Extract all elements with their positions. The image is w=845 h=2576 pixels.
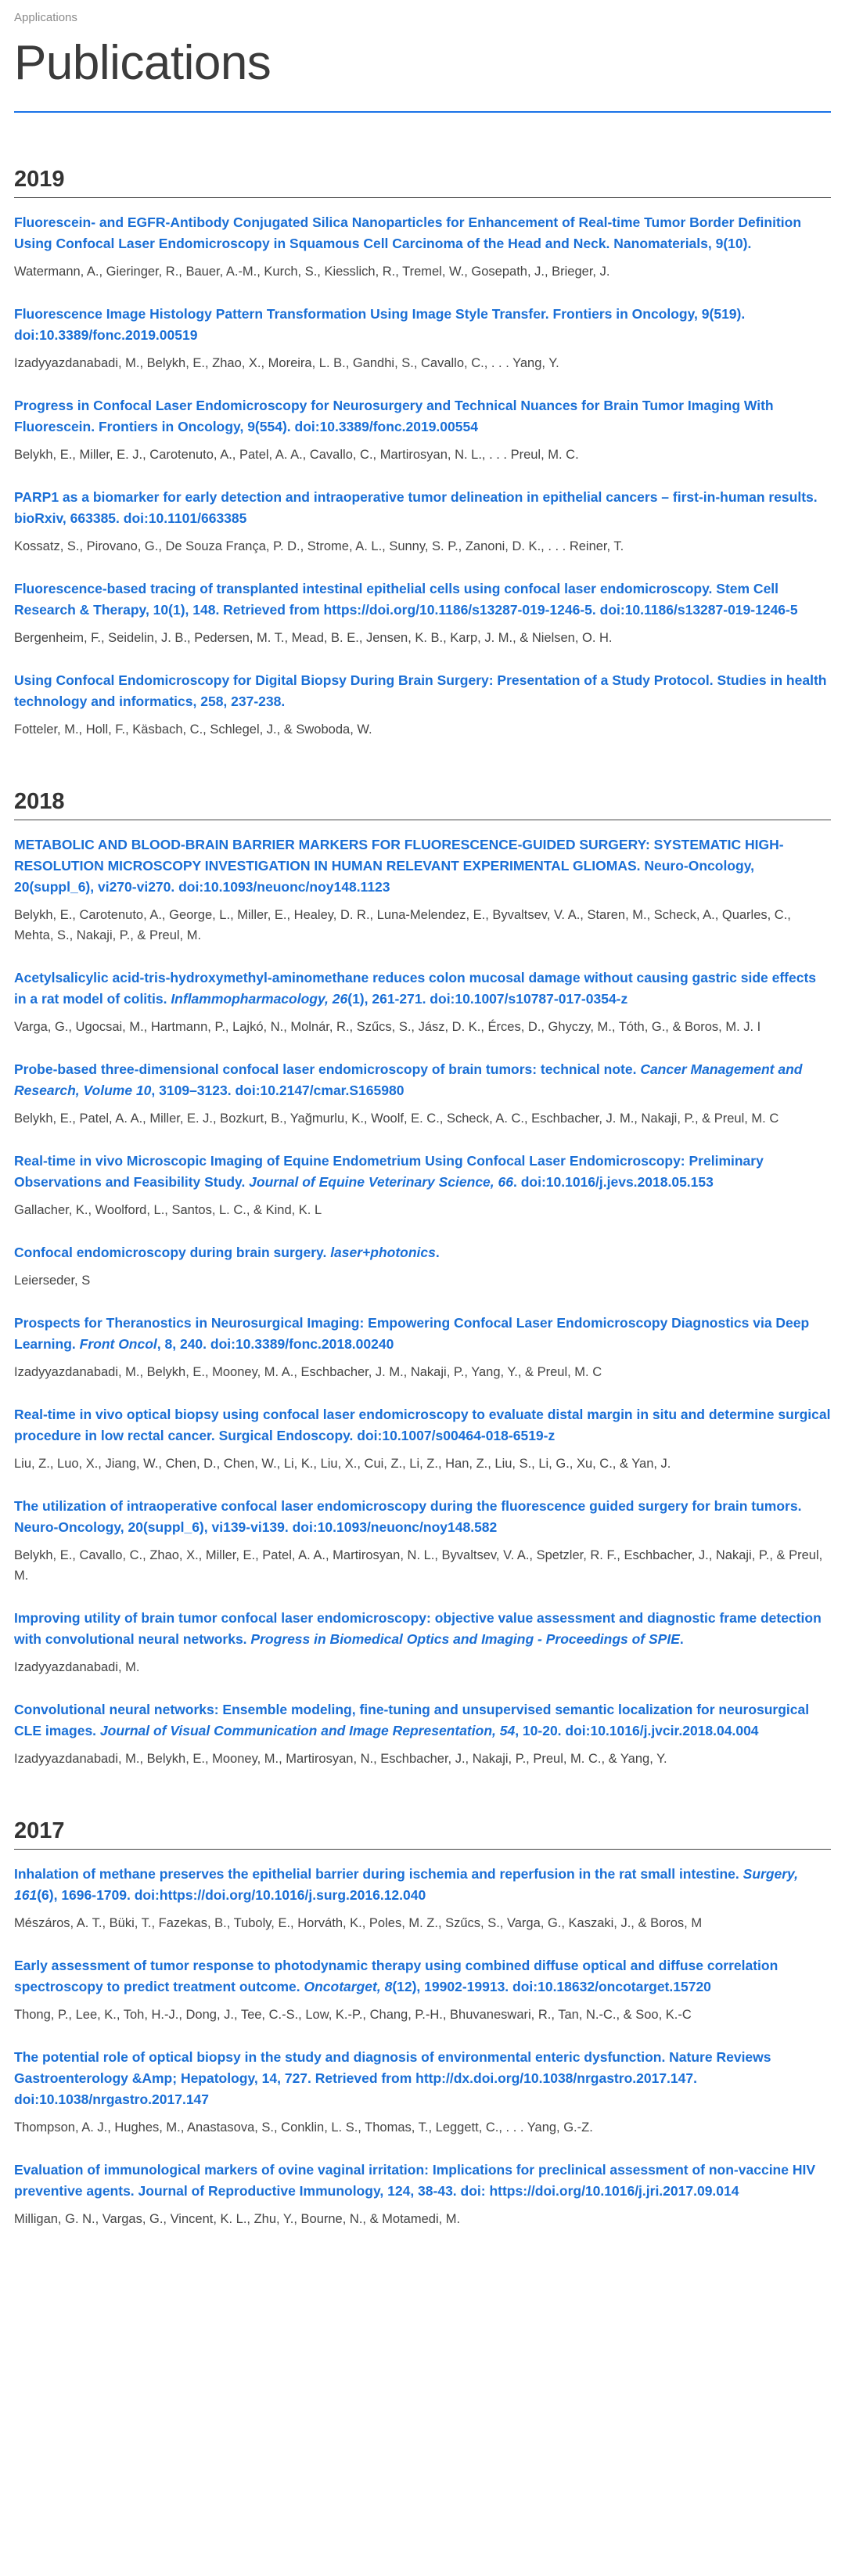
publication-list xyxy=(14,166,831,2229)
year-section-2018 xyxy=(14,788,831,1769)
title-text: , 10-20. doi:10.1016/j.jvcir.2018.04.004 xyxy=(515,1723,759,1738)
publication-title-link[interactable]: Fluorescence-based tracing of transplanted intestinal epithelial cells using confocal laser endomicroscopy. Stem Cell Research & Therapy, 10(1), 148. Retrieved from https://doi.org/10.1186/s13287-019-1246-5. doi:10.1186/s13287-019-1246-5 xyxy=(14,581,798,618)
publication-entry xyxy=(14,1496,831,1586)
publication-title-link[interactable]: Using Confocal Endomicroscopy for Digital Biopsy During Brain Surgery: Presentation of a Study Protocol. Studies in health technology and informatics, 258, 237-238. xyxy=(14,672,827,709)
publication-authors: Fotteler, M., Holl, F., Käsbach, C., Schlegel, J., & Swoboda, W. xyxy=(14,722,372,737)
publication-title-link[interactable] xyxy=(14,1313,831,1355)
publication-title-link[interactable]: Progress in Confocal Laser Endomicroscopy for Neurosurgery and Technical Nuances for Brain Tumor Imaging With Fluorescein. Frontiers in Oncology, 9(554). doi:10.3389/fonc.2019.00554 xyxy=(14,398,774,434)
year-section-2019 xyxy=(14,166,831,740)
publication-entry xyxy=(14,1404,831,1474)
publication-title-link[interactable] xyxy=(14,1151,831,1193)
publication-authors: Liu, Z., Luo, X., Jiang, W., Chen, D., Chen, W., Li, K., Liu, X., Cui, Z., Li, Z., Han, Z., Liu, S., Li, G., Xu, C., & Yan, J. xyxy=(14,1457,671,1471)
publication-entry xyxy=(14,395,831,465)
publication-authors: Thompson, A. J., Hughes, M., Anastasova, S., Conklin, L. S., Thomas, T., Leggett, C., . . . Yang, G.-Z. xyxy=(14,2120,593,2135)
title-text: Prospects for Theranostics in Neurosurgical Imaging: Empowering Confocal Laser Endomicroscopy Diagnostics via Deep Learning. xyxy=(14,1315,810,1352)
journal-name: Journal of Equine Veterinary Science, 66 xyxy=(249,1174,513,1190)
publication-entry xyxy=(14,1864,831,1933)
publication-authors: Bergenheim, F., Seidelin, J. B., Pedersen, M. T., Mead, B. E., Jensen, K. B., Karp, J. M., & Nielsen, O. H. xyxy=(14,631,613,645)
title-text: (1), 261-271. doi:10.1007/s10787-017-0354-z xyxy=(347,991,628,1007)
publication-entry xyxy=(14,670,831,740)
year-divider xyxy=(14,197,831,198)
publication-authors: Belykh, E., Miller, E. J., Carotenuto, A., Patel, A. A., Cavallo, C., Martirosyan, N. L., . . . Preul, M. C. xyxy=(14,448,579,462)
title-text: Inhalation of methane preserves the epithelial barrier during ischemia and reperfusion in the rat small intestine. xyxy=(14,1866,743,1882)
publication-title-link[interactable] xyxy=(14,967,831,1010)
year-section-2017 xyxy=(14,1818,831,2229)
publication-authors: Izadyyazdanabadi, M., Belykh, E., Zhao, X., Moreira, L. B., Gandhi, S., Cavallo, C., . . . Yang, Y. xyxy=(14,356,559,370)
publication-authors: Varga, G., Ugocsai, M., Hartmann, P., Lajkó, N., Molnár, R., Szűcs, S., Jász, D. K., Érces, D., Ghyczy, M., Tóth, G., & Boros, M. J. I xyxy=(14,1020,761,1034)
publication-entry xyxy=(14,212,831,282)
title-text: , 8, 240. doi:10.3389/fonc.2018.00240 xyxy=(156,1336,394,1352)
publication-authors: Belykh, E., Cavallo, C., Zhao, X., Miller, E., Patel, A. A., Martirosyan, N. L., Byvaltsev, V. A., Spetzler, R. F., Eschbacher, J., Nakaji, P., & Preul, M. xyxy=(14,1548,823,1583)
publication-authors: Mészáros, A. T., Büki, T., Fazekas, B., Tuboly, E., Horváth, K., Poles, M. Z., Szűcs, S., Varga, G., Kaszaki, J., & Boros, M xyxy=(14,1916,703,1930)
publication-title-link[interactable] xyxy=(14,1059,831,1101)
journal-name: Cancer Management and Research, Volume 10 xyxy=(14,1061,803,1098)
publication-title-link[interactable] xyxy=(14,1608,831,1650)
page-title: Publications xyxy=(14,36,271,90)
publication-entry xyxy=(14,1608,831,1677)
publication-title-link[interactable] xyxy=(14,1699,831,1742)
journal-name: Inflammopharmacology, 26 xyxy=(171,991,348,1007)
publication-authors: Milligan, G. N., Vargas, G., Vincent, K. L., Zhu, Y., Bourne, N., & Motamedi, M. xyxy=(14,2212,461,2226)
publication-title-link[interactable] xyxy=(14,1864,831,1906)
publication-title-link[interactable]: Fluorescence Image Histology Pattern Transformation Using Image Style Transfer. Frontiers in Oncology, 9(519). doi:10.3389/fonc.2019.00519 xyxy=(14,306,746,343)
title-text: Acetylsalicylic acid-tris-hydroxymethyl-aminomethane reduces colon mucosal damage without causing gastric side effects in a rat model of colitis. xyxy=(14,970,817,1007)
breadcrumb[interactable]: Applications xyxy=(14,11,77,24)
publication-entry xyxy=(14,834,831,946)
publication-authors: Watermann, A., Gieringer, R., Bauer, A.-M., Kurch, S., Kiesslich, R., Tremel, W., Gosepath, J., Brieger, J. xyxy=(14,265,610,279)
publication-title-link[interactable]: The utilization of intraoperative confocal laser endomicroscopy during the fluorescence guided surgery for brain tumors. Neuro-Oncology, 20(suppl_6), vi139-vi139. doi:10.1093/neuonc/noy148.582 xyxy=(14,1498,802,1535)
title-text: (6), 1696-1709. doi:https://doi.org/10.1016/j.surg.2016.12.040 xyxy=(37,1887,426,1903)
journal-name: Front Oncol xyxy=(79,1336,157,1352)
journal-name: Surgery, 161 xyxy=(14,1866,798,1903)
title-text: . doi:10.1016/j.jevs.2018.05.153 xyxy=(512,1174,714,1190)
journal-name: Progress in Biomedical Optics and Imaging - Proceedings of SPIE xyxy=(250,1631,680,1647)
year-heading: 2017 xyxy=(14,1818,65,1843)
title-text: , 3109–3123. doi:10.2147/cmar.S165980 xyxy=(151,1083,405,1098)
publication-entry xyxy=(14,578,831,648)
publication-title-link[interactable] xyxy=(14,1242,831,1263)
publication-title-link[interactable]: Evaluation of immunological markers of ovine vaginal irritation: Implications for preclinical assessment of non-vaccine HIV preventive agents. Journal of Reproductive Immunology, 124, 38-43. doi: https://doi.org/10.1016/j.jri.2017.09.014 xyxy=(14,2162,816,2199)
publication-title-link[interactable]: Fluorescein- and EGFR-Antibody Conjugated Silica Nanoparticles for Enhancement of Real-time Tumor Border Definition Using Confocal Laser Endomicroscopy in Squamous Cell Carcinoma of the Head and Neck. Nanomaterials, 9(10). xyxy=(14,214,802,251)
publication-entry xyxy=(14,304,831,373)
publication-entry xyxy=(14,1059,831,1129)
title-text: Early assessment of tumor response to photodynamic therapy using combined diffuse optical and diffuse correlation spectroscopy to predict treatment outcome. xyxy=(14,1958,778,1994)
title-text: Convolutional neural networks: Ensemble modeling, fine-tuning and unsupervised semantic localization for neurosurgical CLE images. xyxy=(14,1702,810,1738)
title-divider xyxy=(14,111,831,113)
publication-title-link[interactable]: METABOLIC AND BLOOD-BRAIN BARRIER MARKERS FOR FLUORESCENCE-GUIDED SURGERY: SYSTEMATIC HIGH-RESOLUTION MICROSCOPY INVESTIGATION IN HUMAN RELEVANT EXPERIMENTAL GLIOMAS. Neuro-Oncology, 20(suppl_6), vi270-vi270. doi:10.1093/neuonc/noy148.1123 xyxy=(14,837,784,895)
year-heading: 2018 xyxy=(14,789,65,814)
publication-entry xyxy=(14,2047,831,2138)
year-divider xyxy=(14,1849,831,1850)
journal-name: Oncotarget, 8 xyxy=(304,1979,393,1994)
title-text: Improving utility of brain tumor confocal laser endomicroscopy: objective value assessment and diagnostic frame detection with convolutional neural networks. xyxy=(14,1610,822,1647)
publication-authors: Izadyyazdanabadi, M., Belykh, E., Mooney, M. A., Eschbacher, J. M., Nakaji, P., Yang, Y., & Preul, M. C xyxy=(14,1365,602,1379)
title-text: Real-time in vivo Microscopic Imaging of Equine Endometrium Using Confocal Laser Endomicroscopy: Preliminary Observations and Feasibility Study. xyxy=(14,1153,764,1190)
year-heading: 2019 xyxy=(14,167,65,192)
publication-entry xyxy=(14,1313,831,1382)
journal-name: laser+photonics xyxy=(330,1245,436,1260)
publication-title-link[interactable]: Real-time in vivo optical biopsy using confocal laser endomicroscopy to evaluate distal margin in situ and determine surgical procedure in low rectal cancer. Surgical Endoscopy. doi:10.1007/s00464-018-6519-z xyxy=(14,1407,831,1443)
publication-entry xyxy=(14,1955,831,2025)
publication-title-link[interactable]: The potential role of optical biopsy in the study and diagnosis of environmental enteric dysfunction. Nature Reviews Gastroenterology &Amp; Hepatology, 14, 727. Retrieved from http://dx.doi.org/10.1038/nrgastro.2017.147. doi:10.1038/nrgastro.2017.147 xyxy=(14,2049,771,2107)
publication-authors: Belykh, E., Patel, A. A., Miller, E. J., Bozkurt, B., Yağmurlu, K., Woolf, E. C., Scheck, A. C., Eschbacher, J. M., Nakaji, P., & Preul, M. C xyxy=(14,1111,779,1126)
publication-entry xyxy=(14,1699,831,1769)
publication-authors: Izadyyazdanabadi, M., Belykh, E., Mooney, M., Martirosyan, N., Eschbacher, J., Nakaji, P., Preul, M. C., & Yang, Y. xyxy=(14,1752,667,1766)
journal-name: Journal of Visual Communication and Image Representation, 54 xyxy=(99,1723,516,1738)
publication-authors: Belykh, E., Carotenuto, A., George, L., Miller, E., Healey, D. R., Luna-Melendez, E., Byvaltsev, V. A., Staren, M., Scheck, A., Quarles, C., Mehta, S., Nakaji, P., & Preul, M. xyxy=(14,908,791,942)
publication-authors: Gallacher, K., Woolford, L., Santos, L. C., & Kind, K. L xyxy=(14,1203,322,1217)
title-text: . xyxy=(435,1245,440,1260)
publication-authors: Kossatz, S., Pirovano, G., De Souza França, P. D., Strome, A. L., Sunny, S. P., Zanoni, D. K., . . . Reiner, T. xyxy=(14,539,624,553)
publication-entry xyxy=(14,1242,831,1291)
title-text: Probe-based three-dimensional confocal laser endomicroscopy of brain tumors: technical note. xyxy=(14,1061,641,1077)
title-text: (12), 19902-19913. doi:10.18632/oncotarget.15720 xyxy=(392,1979,711,1994)
publication-authors: Izadyyazdanabadi, M. xyxy=(14,1660,140,1674)
publication-entry xyxy=(14,1151,831,1220)
publication-authors: Thong, P., Lee, K., Toh, H.-J., Dong, J., Tee, C.-S., Low, K.-P., Chang, P.-H., Bhuvaneswari, R., Tan, N.-C., & Soo, K.-C xyxy=(14,2008,692,2022)
publication-title-link[interactable] xyxy=(14,1955,831,1998)
publication-authors: Leierseder, S xyxy=(14,1274,91,1288)
publication-entry xyxy=(14,967,831,1037)
title-text: . xyxy=(679,1631,684,1647)
publication-entry xyxy=(14,2160,831,2229)
publication-entry xyxy=(14,487,831,557)
publication-title-link[interactable]: PARP1 as a biomarker for early detection and intraoperative tumor delineation in epithelial cancers – first-in-human results. bioRxiv, 663385. doi:10.1101/663385 xyxy=(14,489,818,526)
title-text: Confocal endomicroscopy during brain surgery. xyxy=(14,1245,331,1260)
